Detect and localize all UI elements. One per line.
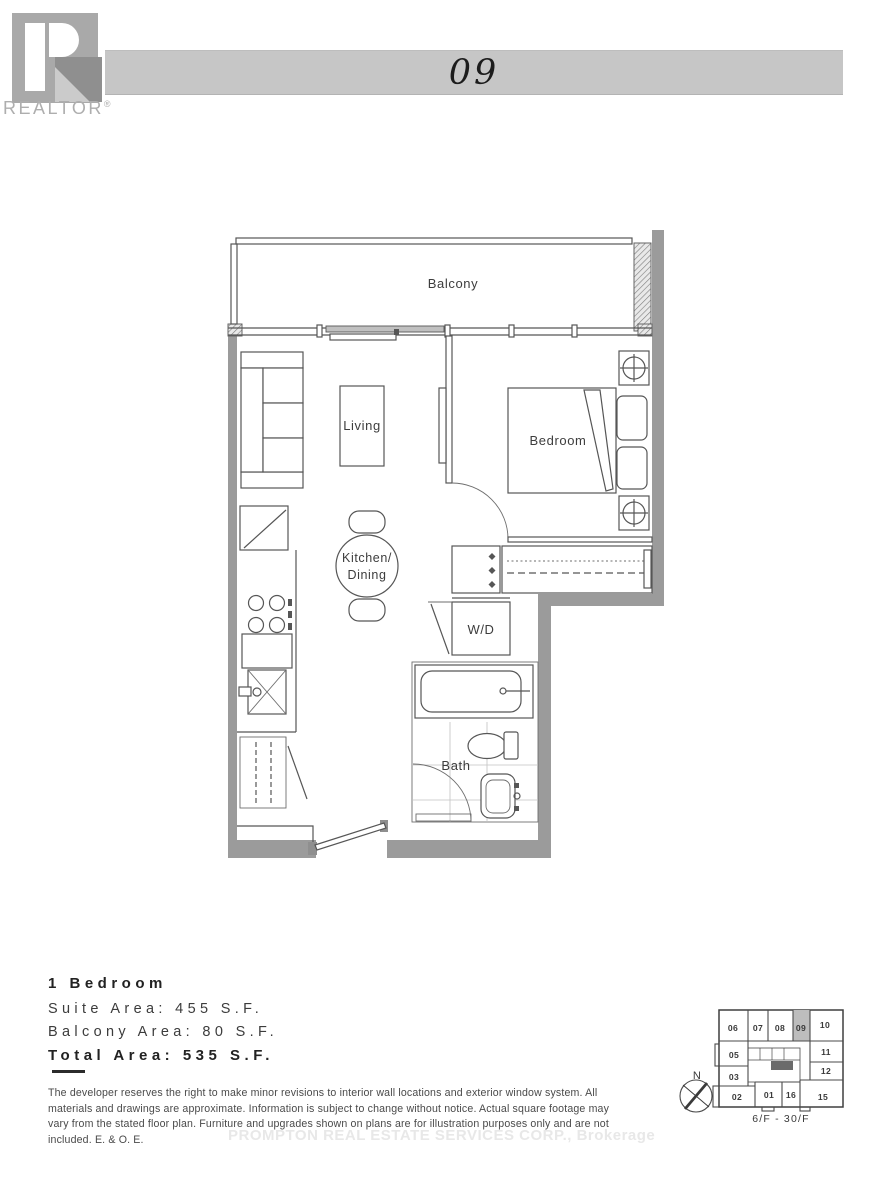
entry-door bbox=[308, 820, 388, 855]
realtor-wordmark bbox=[3, 98, 118, 119]
washer-dryer-label: W/D bbox=[467, 622, 495, 637]
keyplan-unit-label: 10 bbox=[819, 1020, 831, 1030]
compass-icon bbox=[680, 1070, 712, 1112]
balcony-railing bbox=[236, 238, 632, 244]
keyplan-unit-label: 15 bbox=[817, 1092, 829, 1102]
keyplan-unit-label: 02 bbox=[731, 1092, 743, 1102]
balcony-door bbox=[326, 326, 444, 340]
oven bbox=[242, 634, 292, 668]
keyplan-unit-label: 01 bbox=[763, 1090, 775, 1100]
tv-console bbox=[439, 388, 446, 463]
ceiling-fixture-icon bbox=[619, 496, 649, 530]
ceiling-fixture-icon bbox=[619, 351, 649, 385]
summary-divider bbox=[52, 1070, 85, 1073]
kitchen-dining-label-line2: Dining bbox=[347, 568, 387, 582]
keyplan-unit-label: 08 bbox=[774, 1023, 786, 1033]
kitchen-dining-label-line1: Kitchen/ bbox=[342, 551, 392, 565]
stove bbox=[249, 596, 293, 633]
keyplan-floor-range: 6/F - 30/F bbox=[752, 1113, 810, 1125]
dining-set bbox=[336, 511, 398, 621]
balcony bbox=[231, 238, 632, 324]
balcony-area: Balcony Area: 80 S.F. bbox=[48, 1024, 278, 1040]
keyplan-outline bbox=[713, 1010, 843, 1111]
washer-dryer bbox=[428, 602, 510, 655]
watermark: PROMPTON REAL ESTATE SERVICES CORP., Brokerage bbox=[228, 1127, 656, 1144]
realtor-wordmark-text: REALTOR bbox=[3, 98, 104, 118]
compass-north-label: N bbox=[692, 1070, 702, 1082]
bedroom-door-arc bbox=[452, 483, 508, 539]
keyplan-unit-label: 05 bbox=[728, 1050, 740, 1060]
bathtub bbox=[415, 665, 533, 718]
foyer-closet bbox=[240, 737, 307, 808]
keyplan-unit-label: 12 bbox=[820, 1066, 832, 1076]
keyplan-unit-label: 11 bbox=[821, 1047, 831, 1057]
sofa bbox=[241, 352, 303, 488]
bedroom-label: Bedroom bbox=[529, 433, 587, 448]
disclaimer: The developer reserves the right to make minor revisions to interior wall locations and exterior window system. All materials and drawings are approximate. Information is subject to change without notice. Actual square footage may vary from the stated floor plan. Furniture and upgrades shown on plans are for illustration purposes only and are not included. E. & O. E. bbox=[48, 1087, 610, 1146]
title-band bbox=[105, 50, 843, 95]
floor-plan bbox=[225, 225, 667, 870]
balcony-label: Balcony bbox=[427, 276, 479, 291]
keyplan-unit-label: 16 bbox=[785, 1090, 797, 1100]
keyplan-unit-label: 09 bbox=[795, 1023, 807, 1033]
keyplan-unit-label: 07 bbox=[752, 1023, 764, 1033]
bathroom-sink bbox=[481, 774, 520, 818]
kitchen-sink bbox=[239, 670, 286, 714]
bathroom bbox=[412, 662, 538, 822]
bedroom-closet bbox=[452, 546, 652, 593]
unit-number: 09 bbox=[448, 52, 500, 93]
bath-threshold bbox=[416, 814, 471, 821]
fridge bbox=[240, 506, 288, 550]
suite-area: Suite Area: 455 S.F. bbox=[48, 1001, 264, 1017]
keyplan-unit-label: 06 bbox=[727, 1023, 739, 1033]
toilet bbox=[468, 732, 518, 759]
keyplan-unit-label: 03 bbox=[728, 1072, 740, 1082]
window-wall bbox=[228, 325, 652, 340]
registered-mark: ® bbox=[103, 99, 113, 109]
bath-label: Bath bbox=[441, 758, 471, 773]
kitchen bbox=[237, 506, 296, 732]
total-area: Total Area: 535 S.F. bbox=[48, 1047, 274, 1064]
key-plan bbox=[660, 1000, 875, 1135]
living-label: Living bbox=[343, 418, 381, 433]
plan-type: 1 Bedroom bbox=[48, 975, 167, 992]
